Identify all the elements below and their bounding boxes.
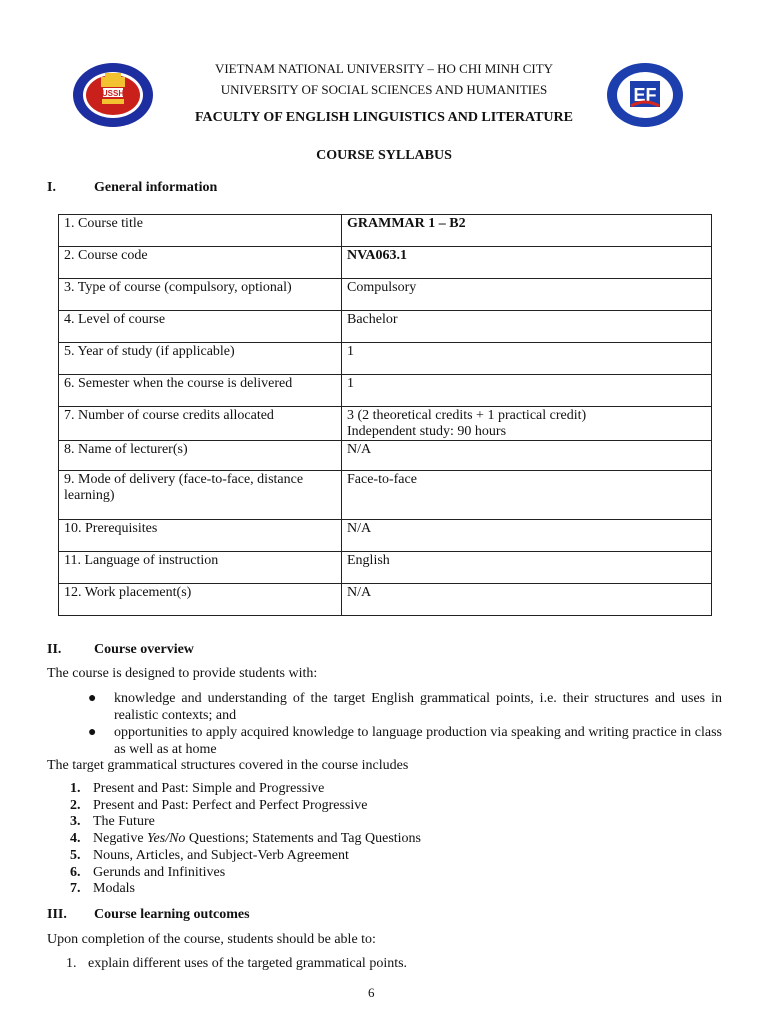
table-cell-label: 7. Number of course credits allocated xyxy=(59,407,342,441)
bullet-item xyxy=(88,690,722,724)
table-cell-value: 1 xyxy=(342,375,712,407)
table-row xyxy=(59,215,712,247)
bullet-icon: ● xyxy=(88,725,97,740)
emphasis: Yes/No xyxy=(147,831,186,847)
table-row xyxy=(59,343,712,375)
document-title: COURSE SYLLABUS xyxy=(316,148,452,163)
section-heading-general xyxy=(47,180,347,198)
table-row xyxy=(59,279,712,311)
table-row xyxy=(59,311,712,343)
table-row xyxy=(59,520,712,552)
general-info-table xyxy=(58,214,712,616)
section-title: General information xyxy=(94,180,218,195)
table-row xyxy=(59,552,712,584)
table-cell-label: 2. Course code xyxy=(59,247,342,279)
list-item: 2. Present and Past: Perfect and Perfect Progressive xyxy=(70,797,368,813)
table-cell-value: NVA063.1 xyxy=(342,247,712,279)
school-name: UNIVERSITY OF SOCIAL SCIENCES AND HUMANITIES xyxy=(220,82,548,97)
table-row xyxy=(59,407,712,441)
faculty-logo-text: EF xyxy=(633,85,657,105)
structures-list xyxy=(70,781,421,898)
page-number: 6 xyxy=(368,985,375,1000)
table-cell-value: N/A xyxy=(342,520,712,552)
faculty-name: FACULTY OF ENGLISH LINGUISTICS AND LITERATURE xyxy=(195,110,573,125)
table-cell-value: GRAMMAR 1 – B2 xyxy=(342,215,712,247)
list-item: 5. Nouns, Articles, and Subject-Verb Agreement xyxy=(70,847,349,863)
list-item: 4. Negative Yes/No Questions; Statements and Tag Questions xyxy=(70,831,421,847)
section-title: Course learning outcomes xyxy=(94,907,250,922)
section-heading-outcomes xyxy=(47,907,367,925)
section-number: II. xyxy=(47,642,62,657)
table-cell-label: 8. Name of lecturer(s) xyxy=(59,441,342,471)
outcome-text: explain different uses of the targeted grammatical points. xyxy=(88,956,408,971)
list-item: 6. Gerunds and Infinitives xyxy=(70,864,226,880)
outcomes-intro: Upon completion of the course, students should be able to: xyxy=(47,932,376,947)
table-cell-label: 12. Work placement(s) xyxy=(59,584,342,616)
table-cell-value: N/A xyxy=(342,584,712,616)
section-heading-overview xyxy=(47,642,347,660)
section-title: Course overview xyxy=(94,642,194,657)
list-item: 3. The Future xyxy=(70,814,155,830)
table-cell-label: 3. Type of course (compulsory, optional) xyxy=(59,279,342,311)
table-cell-value: Compulsory xyxy=(342,279,712,311)
section-number: I. xyxy=(47,180,56,195)
table-cell-label: 5. Year of study (if applicable) xyxy=(59,343,342,375)
table-cell-label: 11. Language of instruction xyxy=(59,552,342,584)
table-cell-value: English xyxy=(342,552,712,584)
table-cell-label: 10. Prerequisites xyxy=(59,520,342,552)
table-row xyxy=(59,375,712,407)
section-number: III. xyxy=(47,907,67,922)
bullet-item xyxy=(88,724,722,758)
table-cell-value: 1 xyxy=(342,343,712,375)
list-item: 1. Present and Past: Simple and Progressive xyxy=(70,781,325,796)
ussh-logo-text: USSH xyxy=(101,89,125,98)
bullet-icon: ● xyxy=(88,691,97,706)
table-cell-label: 9. Mode of delivery (face-to-face, distance learning) xyxy=(59,471,342,520)
table-row xyxy=(59,441,712,471)
table-cell-label: 1. Course title xyxy=(59,215,342,247)
table-cell-value: Face-to-face xyxy=(342,471,712,520)
overview-intro: The course is designed to provide students with: xyxy=(47,666,318,681)
credits-line: 3 (2 theoretical credits + 1 practical credit) xyxy=(347,408,587,423)
bullet-text: knowledge and understanding of the target English grammatical points, i.e. their structures and uses in realistic contexts; and xyxy=(114,691,722,723)
list-item: 7. Modals xyxy=(70,881,135,897)
table-cell-label: 6. Semester when the course is delivered xyxy=(59,375,342,407)
independent-study-line: Independent study: 90 hours xyxy=(347,424,507,439)
outcome-number: 1. xyxy=(66,956,77,971)
bullet-text: opportunities to apply acquired knowledge to language production via speaking and writing practice in class as well as at home xyxy=(114,725,722,757)
table-cell-value xyxy=(342,407,712,441)
table-row xyxy=(59,471,712,520)
outcome-item xyxy=(66,956,407,972)
table-cell-value: Bachelor xyxy=(342,311,712,343)
table-row xyxy=(59,584,712,616)
table-cell-label: 4. Level of course xyxy=(59,311,342,343)
university-name: VIETNAM NATIONAL UNIVERSITY – HO CHI MINH CITY xyxy=(214,61,554,76)
table-cell-value: N/A xyxy=(342,441,712,471)
structures-intro: The target grammatical structures covered in the course includes xyxy=(47,758,409,773)
table-row xyxy=(59,247,712,279)
